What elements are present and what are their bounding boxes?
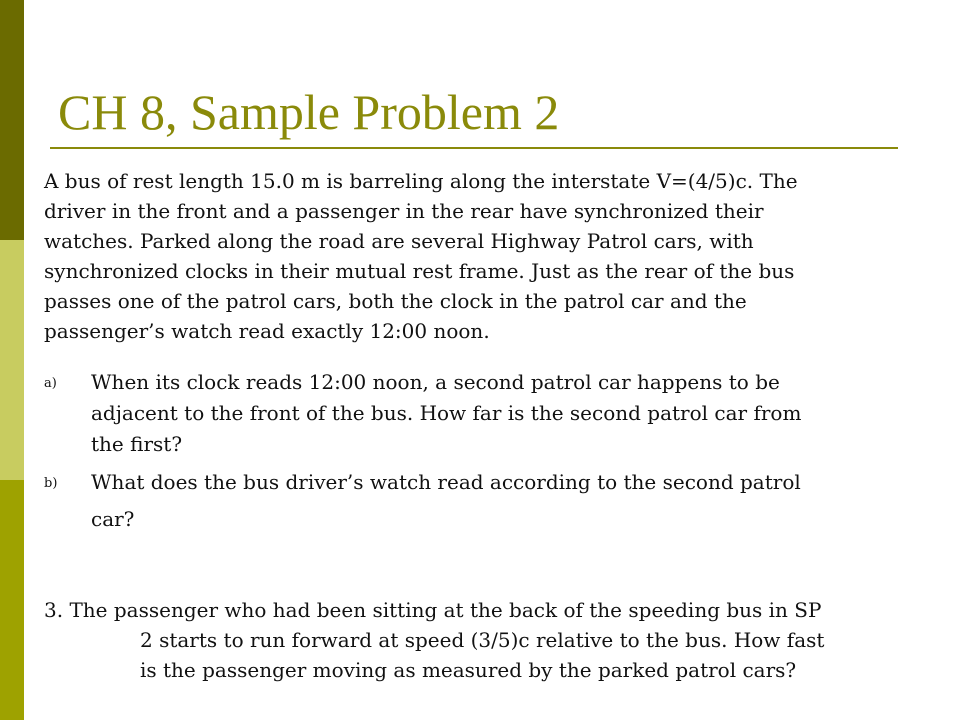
sub-question-line: the first? [91,432,183,456]
problem-statement [44,166,924,346]
sub-question-text [91,467,801,535]
problem-line: passenger’s watch read exactly 12:00 noon. [44,319,490,343]
problem-line: synchronized clocks in their mutual rest frame. Just as the rear of the bus [44,259,795,283]
sidebar-segment-dark [0,0,24,240]
list-marker: a) [44,376,57,391]
sidebar-segment-light [0,240,24,480]
sub-question-text [91,367,801,460]
problem-line: watches. Parked along the road are several Highway Patrol cars, with [44,229,754,253]
problem-line: A bus of rest length 15.0 m is barreling along the interstate V=(4/5)c. The [44,169,798,193]
problem-3 [44,595,944,685]
decorative-sidebar [0,0,24,720]
sub-question-line: What does the bus driver’s watch read according to the second patrol [91,470,801,494]
problem-line: passes one of the patrol cars, both the clock in the patrol car and the [44,289,747,313]
sub-question-line: car? [91,507,135,531]
sidebar-segment-medium [0,480,24,720]
sub-question-line: adjacent to the front of the bus. How far is the second patrol car from [91,401,802,425]
list-marker: b) [44,476,58,491]
problem-3-line: is the passenger moving as measured by the parked patrol cars? [140,658,797,682]
title-underline [50,147,898,149]
problem-line: driver in the front and a passenger in the rear have synchronized their [44,199,764,223]
problem-3-line: 2 starts to run forward at speed (3/5)c relative to the bus. How fast [140,628,825,652]
problem-3-line: 3. The passenger who had been sitting at the back of the speeding bus in SP [44,598,822,622]
sub-question-line: When its clock reads 12:00 noon, a second patrol car happens to be [91,370,780,394]
slide-title: CH 8, Sample Problem 2 [58,84,560,140]
